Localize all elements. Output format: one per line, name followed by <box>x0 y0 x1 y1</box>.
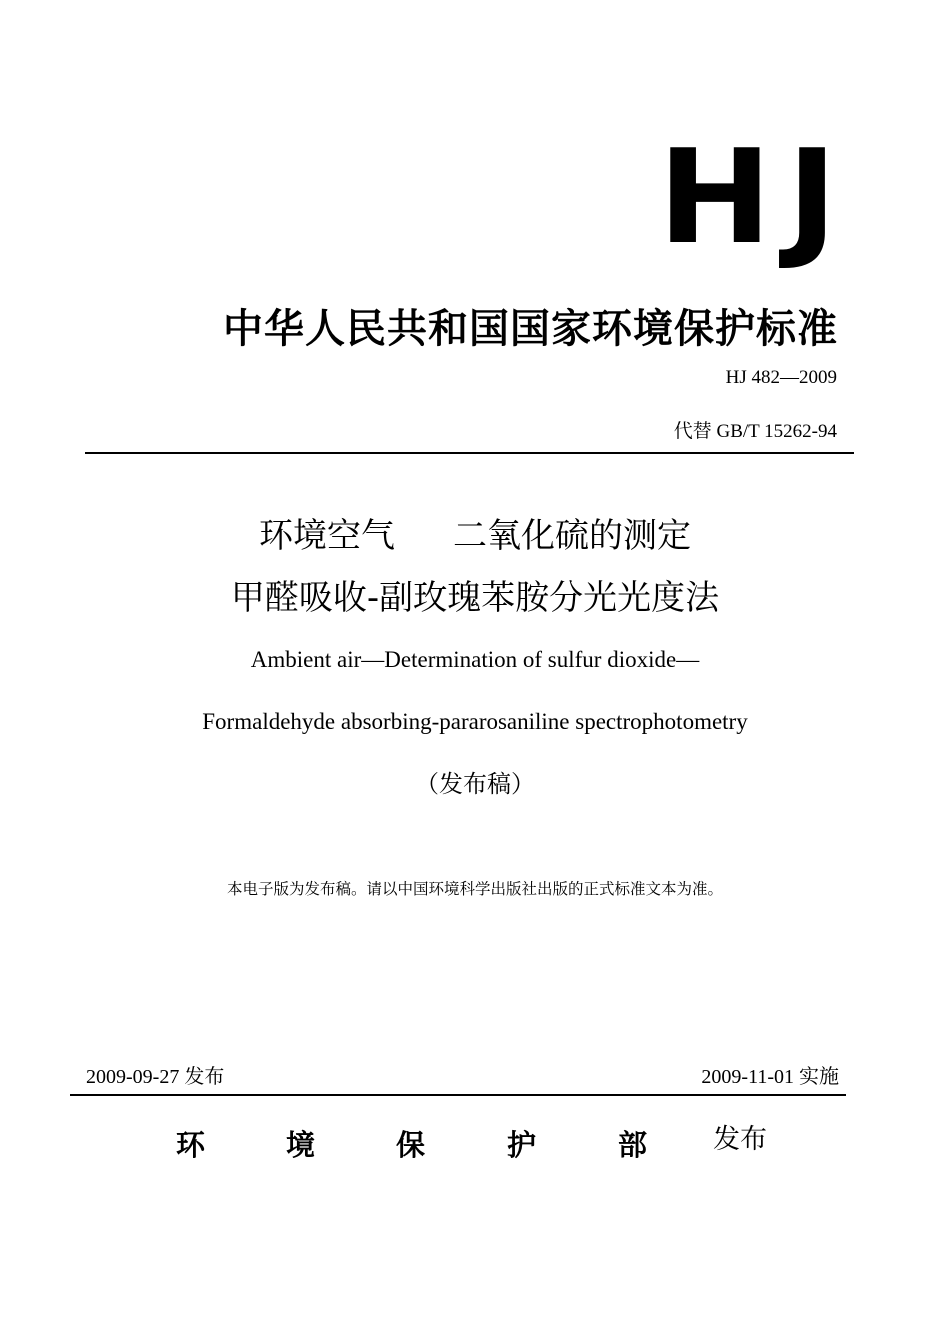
standard-code: HJ 482—2009 <box>725 367 837 388</box>
bottom-divider <box>70 1094 846 1096</box>
ministry-char: 境 <box>286 1128 316 1162</box>
notice-text: 本电子版为发布稿。请以中国环境科学出版社出版的正式标准文本为准。 <box>226 880 723 898</box>
issue-date: 2009-09-27 发布 <box>86 1066 225 1088</box>
standard-name: 中华人民共和国国家环境保护标准 <box>223 306 838 352</box>
title-en-line1: Ambient air—Determination of sulfur dioxide— <box>250 647 700 672</box>
ministry-char: 部 <box>618 1128 648 1162</box>
hj-logo: HJ <box>657 121 853 273</box>
replaces-standard: 代替 GB/T 15262-94 <box>673 421 837 442</box>
ministry-char: 保 <box>396 1128 426 1162</box>
title-cn-line1-part1: 环境空气 <box>259 516 395 556</box>
implement-date: 2009-11-01 实施 <box>701 1066 839 1088</box>
title-cn-line1-part2: 二氧化硫的测定 <box>453 516 691 556</box>
ministry-char: 环 <box>176 1128 206 1162</box>
ministry-char: 护 <box>507 1128 537 1162</box>
title-en-line2: Formaldehyde absorbing-pararosaniline spectrophotometry <box>202 709 748 734</box>
top-divider <box>85 452 854 454</box>
title-cn-line1 <box>0 514 950 558</box>
title-cn-line2: 甲醛吸收-副玫瑰苯胺分光光度法 <box>230 578 720 618</box>
draft-label: （发布稿） <box>415 770 535 798</box>
publish-label: 发布 <box>713 1124 767 1155</box>
